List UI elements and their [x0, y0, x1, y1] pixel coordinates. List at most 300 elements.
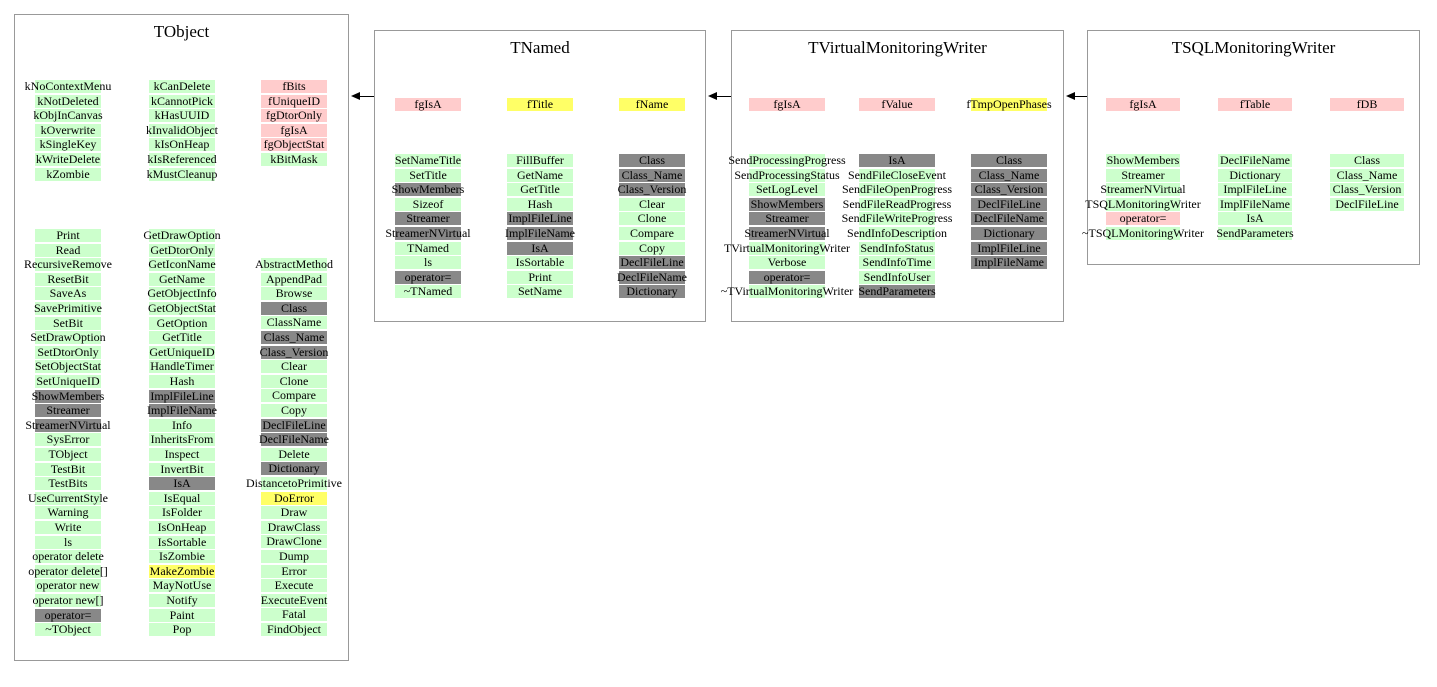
member-label: fValue: [881, 97, 913, 111]
member-ImplFileName[interactable]: [507, 227, 573, 240]
member-Streamer[interactable]: [395, 212, 461, 225]
member-Class_Name[interactable]: [971, 169, 1047, 182]
member-label: Compare: [272, 388, 316, 403]
inheritance-arrow-head-icon: [351, 92, 360, 100]
member-ImplFileLine[interactable]: [149, 390, 215, 403]
member-ImplFileLine[interactable]: [507, 212, 573, 225]
member-Copy[interactable]: [619, 242, 685, 255]
member-label: Error: [281, 563, 307, 578]
member-DeclFileLine[interactable]: [971, 198, 1047, 211]
member-GetTitle[interactable]: [149, 331, 215, 344]
member-label: SetName: [518, 284, 562, 299]
member-label: TObject: [48, 447, 88, 461]
member-Draw[interactable]: [261, 506, 327, 519]
member-label: Copy: [280, 403, 307, 417]
member-label: SendParameters: [858, 284, 936, 299]
member-label: kOverwrite: [40, 122, 96, 137]
member-label: AppendPad: [266, 271, 322, 286]
member-label: GetTitle: [520, 182, 560, 197]
member-label: Class: [638, 153, 665, 167]
member-label: Hash: [527, 196, 553, 211]
member-StreamerNVirtual[interactable]: [1100, 182, 1186, 197]
member-label: IsA: [531, 240, 549, 255]
member-GetName[interactable]: [507, 169, 573, 182]
member-ShowMembers[interactable]: [391, 182, 465, 197]
member-kHasUUID[interactable]: [149, 109, 215, 122]
member-label: Clone: [637, 211, 667, 226]
member-label: operator=: [44, 607, 92, 622]
member-label: SendInfoStatus: [860, 240, 934, 255]
member-ShowMembers[interactable]: [31, 388, 105, 403]
class-title-TSQLMonitoringWriter[interactable]: TSQLMonitoringWriter: [1171, 38, 1336, 57]
member-IsA[interactable]: [859, 154, 935, 167]
member-InheritsFrom[interactable]: [149, 433, 215, 446]
member-operator=[interactable]: [1106, 212, 1180, 225]
member-label: DeclFileName: [1220, 153, 1290, 167]
member-label: fgIsA: [773, 97, 801, 111]
member-ls[interactable]: [35, 536, 101, 549]
member-GetTitle[interactable]: [507, 183, 573, 196]
member-SetLogLevel[interactable]: [749, 183, 825, 196]
member-label: FillBuffer: [516, 153, 564, 167]
member-label: operator=: [763, 269, 811, 284]
member-ShowMembers[interactable]: [749, 198, 825, 211]
member-Dictionary[interactable]: [619, 285, 685, 298]
member-label: Print: [528, 269, 552, 284]
member-IsSortable[interactable]: [507, 256, 573, 269]
member-Class_Version[interactable]: [971, 183, 1047, 196]
member-Write[interactable]: [35, 521, 101, 534]
member-label: SendFileCloseEvent: [848, 167, 946, 182]
member-StreamerNVirtual[interactable]: [744, 226, 830, 240]
member-IsA[interactable]: [507, 242, 573, 255]
member-label: kWriteDelete: [35, 152, 101, 166]
member-Info[interactable]: [149, 419, 215, 432]
member-kIsReferenced[interactable]: [149, 153, 215, 166]
member-Class[interactable]: [261, 302, 327, 315]
member-kInvalidObject[interactable]: [146, 122, 218, 137]
member-IsFolder[interactable]: [149, 506, 215, 519]
member-SendFileCloseEvent[interactable]: [848, 167, 946, 182]
member-label: Draw: [280, 505, 308, 520]
member-label: DrawClone: [266, 534, 322, 549]
member-label: ImplFileLine: [977, 240, 1041, 255]
member-operator delete[][interactable]: [28, 563, 108, 578]
member-SysError[interactable]: [35, 433, 101, 446]
member-label: SendFileReadProgress: [842, 196, 952, 211]
member-label: IsZombie: [159, 549, 205, 564]
member-Print[interactable]: [507, 271, 573, 284]
member-DeclFileName[interactable]: [971, 212, 1047, 225]
member-Hash[interactable]: [507, 198, 573, 211]
member-label: ~TObject: [45, 622, 91, 637]
member-label: Class: [280, 300, 307, 315]
member-label: Paint: [169, 607, 195, 622]
member-SendInfoUser[interactable]: [859, 271, 935, 284]
member-kNotDeleted[interactable]: [35, 95, 101, 108]
member-~TVirtualMonitoringWriter[interactable]: [720, 284, 854, 299]
member-label: SendProcessingStatus: [734, 167, 840, 182]
member-Dictionary[interactable]: [971, 227, 1047, 240]
member-label: Streamer: [765, 211, 809, 226]
member-Read[interactable]: [35, 244, 101, 257]
member-Class[interactable]: [1330, 154, 1404, 167]
member-Class_Name[interactable]: [261, 331, 327, 344]
member-GetDrawOption[interactable]: [143, 228, 221, 242]
member-Dictionary[interactable]: [1218, 169, 1292, 182]
member-Clear[interactable]: [619, 198, 685, 211]
member-ResetBit[interactable]: [35, 273, 101, 286]
member-label: kMustCleanup: [146, 166, 218, 181]
member-Class_Name[interactable]: [1330, 169, 1404, 182]
member-label: kNotDeleted: [37, 93, 99, 108]
member-Execute[interactable]: [261, 579, 327, 592]
member-AppendPad[interactable]: [261, 273, 327, 286]
member-label: StreamerNVirtual: [1100, 182, 1186, 197]
member-label: kZombie: [46, 166, 90, 181]
member-Class[interactable]: [971, 154, 1047, 167]
member-label: Clear: [281, 359, 307, 374]
inheritance-arrow-line: [358, 96, 374, 97]
member-GetObjectStat[interactable]: [149, 302, 215, 315]
member-Compare[interactable]: [261, 389, 327, 402]
member-label: SendFileWriteProgress: [841, 211, 953, 226]
member-label: kObjInCanvas: [33, 108, 103, 123]
member-kCanDelete[interactable]: [149, 80, 215, 93]
member-Warning[interactable]: [35, 506, 101, 519]
member-label: kCanDelete: [153, 79, 211, 93]
member-label: SendInfoDescription: [847, 226, 947, 240]
member-Pop[interactable]: [149, 623, 215, 636]
member-label: SetDrawOption: [30, 330, 106, 345]
member-Verbose[interactable]: [749, 256, 825, 269]
member-label: fUniqueID: [268, 93, 320, 108]
member-TestBit[interactable]: [35, 463, 101, 476]
member-label: kSingleKey: [39, 137, 97, 152]
member-Print[interactable]: [35, 229, 101, 242]
member-label: Dictionary: [1229, 167, 1281, 182]
member-Class[interactable]: [619, 154, 685, 167]
member-Class_Name[interactable]: [619, 169, 685, 182]
member-kIsOnHeap[interactable]: [149, 138, 215, 151]
member-SetDrawOption[interactable]: [30, 330, 106, 345]
member-SetTitle[interactable]: [395, 169, 461, 182]
member-Streamer[interactable]: [749, 212, 825, 225]
member-GetIconName[interactable]: [149, 258, 215, 271]
member-label: Class_Version: [1332, 182, 1402, 197]
member-label: Class_Name: [1336, 167, 1398, 182]
member-label: fTmpOpenPhases: [966, 97, 1052, 111]
member-fUniqueID[interactable]: [261, 95, 327, 108]
member-kOverwrite[interactable]: [35, 124, 101, 137]
member-DeclFileName[interactable]: [619, 271, 685, 284]
member-label: Fatal: [282, 607, 306, 622]
member-label: operator delete[]: [28, 563, 108, 578]
member-Delete[interactable]: [261, 448, 327, 461]
member-StreamerNVirtual[interactable]: [25, 417, 111, 432]
member-operator new[interactable]: [35, 579, 101, 592]
member-DeclFileLine[interactable]: [261, 419, 327, 432]
member-TSQLMonitoringWriter[interactable]: [1085, 196, 1201, 211]
member-ls[interactable]: [395, 256, 461, 269]
member-label: Verbose: [767, 255, 807, 270]
member-label: MakeZombie: [149, 563, 215, 578]
member-label: Class_Version: [617, 182, 687, 197]
member-label: Class_Name: [263, 330, 325, 344]
member-SendInfoTime[interactable]: [859, 256, 935, 269]
member-Paint[interactable]: [149, 609, 215, 622]
member-label: IsA: [1246, 211, 1264, 226]
member-label: ImplFileLine: [508, 211, 572, 226]
member-SendFileWriteProgress[interactable]: [841, 211, 953, 226]
member-label: DeclFileLine: [977, 196, 1041, 211]
member-label: ImplFileName: [147, 403, 217, 418]
member-label: GetObjectInfo: [147, 286, 217, 301]
member-Hash[interactable]: [149, 375, 215, 388]
member-label: SendFileOpenProgress: [842, 182, 952, 197]
class-title-TVirtualMonitoringWriter[interactable]: TVirtualMonitoringWriter: [808, 38, 987, 57]
member-Compare[interactable]: [619, 227, 685, 240]
member-Clone[interactable]: [619, 212, 685, 225]
inheritance-arrow-head-icon: [708, 92, 717, 100]
member-label: IsSortable: [515, 255, 565, 270]
member-label: DistancetoPrimitive: [246, 476, 342, 490]
member-operator=[interactable]: [395, 271, 461, 284]
member-IsSortable[interactable]: [149, 536, 215, 549]
member-label: ImplFileLine: [150, 388, 214, 403]
member-ImplFileLine[interactable]: [971, 242, 1047, 255]
member-TestBits[interactable]: [35, 477, 101, 490]
member-FindObject[interactable]: [261, 623, 327, 636]
member-SendParameters[interactable]: [859, 285, 935, 298]
member-MakeZombie[interactable]: [149, 565, 215, 578]
member-SaveAs[interactable]: [35, 287, 101, 300]
member-label: GetName: [517, 167, 563, 182]
member-Copy[interactable]: [261, 404, 327, 417]
member-fBits[interactable]: [261, 80, 327, 93]
member-DeclFileLine[interactable]: [619, 256, 685, 269]
member-label: ShowMembers: [391, 182, 465, 197]
member-fgIsA[interactable]: [395, 98, 461, 111]
member-label: Write: [54, 520, 82, 534]
member-DeclFileLine[interactable]: [1330, 198, 1404, 211]
member-fgObjectStat[interactable]: [261, 138, 327, 151]
member-ImplFileName[interactable]: [971, 256, 1047, 269]
member-kMustCleanup[interactable]: [146, 166, 218, 181]
member-kBitMask[interactable]: [261, 153, 327, 166]
member-DrawClass[interactable]: [261, 521, 327, 534]
member-SavePrimitive[interactable]: [35, 302, 101, 315]
member-label: StreamerNVirtual: [385, 226, 471, 240]
member-Class_Version[interactable]: [619, 183, 685, 196]
member-Streamer[interactable]: [35, 404, 101, 417]
member-StreamerNVirtual[interactable]: [385, 226, 471, 240]
member-label: Dump: [279, 549, 309, 563]
member-label: IsA: [173, 476, 191, 491]
member-UseCurrentStyle[interactable]: [28, 490, 108, 505]
member-~TObject[interactable]: [35, 623, 101, 636]
member-label: Dictionary: [626, 284, 678, 299]
member-Error[interactable]: [261, 565, 327, 578]
member-GetDtorOnly[interactable]: [149, 244, 215, 257]
member-label: Class: [1353, 153, 1380, 167]
member-ImplFileLine[interactable]: [1218, 183, 1292, 196]
member-Clear[interactable]: [261, 360, 327, 373]
member-kObjInCanvas[interactable]: [35, 109, 101, 122]
member-label: fgDtorOnly: [266, 108, 322, 123]
member-operator new[][interactable]: [32, 593, 104, 607]
member-label: Dictionary: [983, 226, 1035, 240]
member-Dictionary[interactable]: [261, 462, 327, 475]
member-label: TSQLMonitoringWriter: [1085, 196, 1201, 211]
member-label: ExecuteEvent: [260, 592, 328, 607]
member-label: SetObjectStat: [35, 359, 101, 374]
member-Sizeof[interactable]: [395, 198, 461, 211]
member-label: GetDtorOnly: [150, 242, 214, 257]
member-SetNameTitle[interactable]: [395, 154, 461, 167]
member-label: GetUniqueID: [149, 344, 215, 359]
member-label: ImplFileName: [505, 226, 575, 240]
member-fgIsA[interactable]: [1106, 98, 1180, 111]
member-Clone[interactable]: [261, 375, 327, 388]
member-label: DeclFileLine: [1335, 196, 1399, 211]
member-SetObjectStat[interactable]: [35, 360, 101, 373]
member-label: Streamer: [46, 403, 90, 418]
member-label: SetUniqueID: [36, 374, 100, 388]
member-Inspect[interactable]: [149, 448, 215, 461]
member-kNoContextMenu[interactable]: [24, 79, 112, 93]
member-label: kBitMask: [270, 152, 318, 166]
member-fDB[interactable]: [1330, 98, 1404, 111]
member-label: Browse: [275, 286, 313, 301]
member-Dump[interactable]: [261, 550, 327, 563]
member-label: ~TSQLMonitoringWriter: [1082, 226, 1204, 240]
member-GetObjectInfo[interactable]: [149, 287, 215, 300]
member-fName[interactable]: [619, 98, 685, 111]
member-SendInfoDescription[interactable]: [847, 226, 947, 240]
member-IsA[interactable]: [1218, 212, 1292, 225]
member-label: Copy: [638, 240, 665, 255]
member-label: ResetBit: [47, 271, 89, 286]
member-InvertBit[interactable]: [149, 463, 215, 476]
member-label: DeclFileName: [974, 211, 1044, 226]
member-label: Hash: [169, 374, 195, 388]
member-Class_Version[interactable]: [261, 346, 327, 359]
member-RecursiveRemove[interactable]: [24, 257, 112, 272]
member-kSingleKey[interactable]: [35, 138, 101, 151]
member-fgIsA[interactable]: [749, 98, 825, 111]
member-~TSQLMonitoringWriter[interactable]: [1082, 226, 1204, 240]
member-label: IsSortable: [157, 534, 207, 549]
member-ShowMembers[interactable]: [1106, 154, 1180, 167]
class-title-TNamed[interactable]: TNamed: [510, 38, 570, 57]
member-GetUniqueID[interactable]: [149, 346, 215, 359]
member-label: fBits: [282, 79, 306, 93]
member-label: TVirtualMonitoringWriter: [723, 240, 851, 255]
member-TObject[interactable]: [35, 448, 101, 461]
member-Class_Version[interactable]: [1330, 183, 1404, 196]
member-IsZombie[interactable]: [149, 550, 215, 563]
member-operator=[interactable]: [749, 271, 825, 284]
member-kZombie[interactable]: [35, 168, 101, 181]
member-SetDtorOnly[interactable]: [35, 346, 101, 359]
member-fTable[interactable]: [1218, 98, 1292, 111]
member-Notify[interactable]: [149, 594, 215, 607]
member-DrawClone[interactable]: [261, 535, 327, 548]
member-label: ImplFileName: [974, 255, 1044, 270]
member-SendInfoStatus[interactable]: [859, 242, 935, 255]
member-label: Dictionary: [268, 461, 320, 476]
member-MayNotUse[interactable]: [149, 579, 215, 592]
member-SetBit[interactable]: [35, 317, 101, 330]
member-TVirtualMonitoringWriter[interactable]: [723, 240, 851, 255]
member-HandleTimer[interactable]: [149, 360, 215, 373]
inheritance-arrow-line: [1073, 96, 1087, 97]
inheritance-arrow-line: [715, 96, 731, 97]
member-GetOption[interactable]: [149, 317, 215, 330]
member-DeclFileName[interactable]: [1218, 154, 1292, 167]
member-GetName[interactable]: [149, 273, 215, 286]
member-DeclFileName[interactable]: [261, 433, 327, 446]
member-fgIsA[interactable]: [261, 124, 327, 137]
member-SendParameters[interactable]: [1218, 227, 1292, 240]
member-label: Class_Name: [621, 167, 683, 182]
member-label: InvertBit: [160, 461, 204, 476]
member-label: fTable: [1239, 97, 1271, 111]
member-label: IsOnHeap: [157, 520, 207, 534]
member-ImplFileName[interactable]: [1218, 198, 1292, 211]
member-label: fDB: [1356, 97, 1378, 111]
member-IsEqual[interactable]: [149, 492, 215, 505]
member-label: Info: [172, 417, 192, 432]
member-kWriteDelete[interactable]: [35, 153, 101, 166]
member-SetUniqueID[interactable]: [35, 375, 101, 388]
member-fgDtorOnly[interactable]: [261, 109, 327, 122]
member-operator delete[interactable]: [32, 549, 104, 564]
member-SendFileOpenProgress[interactable]: [842, 182, 952, 197]
member-Fatal[interactable]: [261, 608, 327, 621]
member-operator=[interactable]: [35, 609, 101, 622]
member-label: Class_Name: [978, 167, 1040, 182]
member-fTitle[interactable]: [507, 98, 573, 111]
member-label: ImplFileLine: [1223, 182, 1287, 197]
class-title-TObject[interactable]: TObject: [153, 22, 210, 41]
member-~TNamed[interactable]: [395, 285, 461, 298]
member-SendFileReadProgress[interactable]: [842, 196, 952, 211]
member-label: TestBit: [50, 461, 86, 476]
member-Browse[interactable]: [261, 287, 327, 300]
member-SendProcessingProgress[interactable]: [728, 153, 846, 167]
member-SetName[interactable]: [507, 285, 573, 298]
member-fValue[interactable]: [859, 98, 935, 111]
member-label: ~TNamed: [403, 284, 453, 299]
member-kCannotPick[interactable]: [149, 95, 215, 108]
member-IsOnHeap[interactable]: [149, 521, 215, 534]
member-FillBuffer[interactable]: [507, 154, 573, 167]
member-DistancetoPrimitive[interactable]: [246, 476, 342, 490]
member-Streamer[interactable]: [1106, 169, 1180, 182]
member-ExecuteEvent[interactable]: [261, 594, 327, 607]
member-fTmpOpenPhases[interactable]: [966, 97, 1052, 111]
member-label: FindObject: [267, 622, 321, 636]
member-SendProcessingStatus[interactable]: [734, 167, 840, 182]
member-AbstractMethod[interactable]: [255, 257, 333, 271]
member-ClassName[interactable]: [261, 316, 327, 329]
member-ImplFileName[interactable]: [149, 404, 215, 417]
member-DoError[interactable]: [261, 492, 327, 505]
member-IsA[interactable]: [149, 477, 215, 490]
member-TNamed[interactable]: [395, 242, 461, 255]
